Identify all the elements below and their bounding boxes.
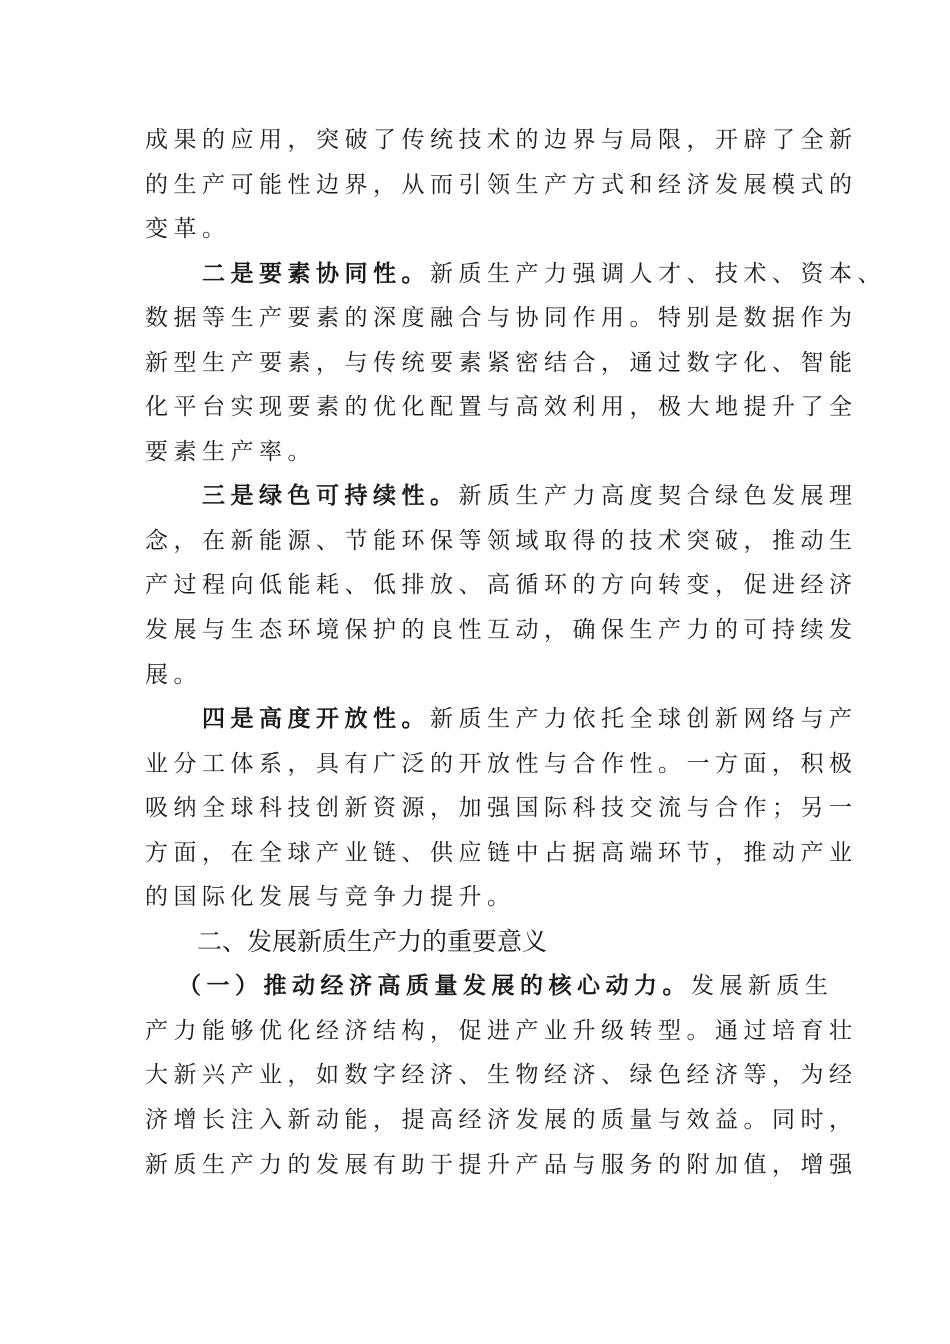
text-line: 济增长注入新动能，提高经济发展的质量与效益。同时， bbox=[145, 1107, 858, 1134]
text-line: 的国际化发展与竞争力提升。 bbox=[145, 884, 516, 911]
subpoint-lead: （一）推动经济高质量发展的核心动力。 bbox=[178, 972, 691, 1000]
text-line: 念，在新能源、节能环保等领域取得的技术突破，推动生 bbox=[145, 527, 858, 554]
point-text: 发展新质生 bbox=[691, 973, 834, 1000]
text-line: 化平台实现要素的优化配置与高效利用，极大地提升了全 bbox=[145, 394, 858, 421]
text-line: 产过程向低能耗、低排放、高循环的方向转变，促进经济 bbox=[145, 572, 858, 599]
text-line: 发展与生态环境保护的良性互动，确保生产力的可持续发 bbox=[145, 617, 858, 644]
text-line: 吸纳全球科技创新资源，加强国际科技交流与合作；另一 bbox=[145, 795, 858, 822]
section-heading: 二、发展新质生产力的重要意义 bbox=[197, 926, 548, 956]
point-text: 新质生产力强调人才、技术、资本、 bbox=[430, 260, 886, 287]
text-line: 业分工体系，具有广泛的开放性与合作性。一方面，积极 bbox=[145, 750, 858, 777]
text-line: 方面，在全球产业链、供应链中占据高端环节，推动产业 bbox=[145, 839, 858, 866]
paragraph-first-line bbox=[145, 964, 845, 1009]
text-line: 新型生产要素，与传统要素紧密结合，通过数字化、智能 bbox=[145, 349, 858, 376]
point-text: 新质生产力依托全球创新网络与产 bbox=[430, 706, 858, 733]
paragraph-first-line bbox=[145, 474, 858, 519]
point-lead: 三是绿色可持续性。 bbox=[202, 482, 459, 510]
point-lead: 二是要素协同性。 bbox=[202, 259, 430, 287]
text-line: 要素生产率。 bbox=[145, 438, 316, 465]
text-line: 的生产可能性边界，从而引领生产方式和经济发展模式的 bbox=[145, 171, 858, 198]
text-line: 产力能够优化经济结构，促进产业升级转型。通过培育壮 bbox=[145, 1017, 858, 1044]
text-line: 成果的应用，突破了传统技术的边界与局限，开辟了全新 bbox=[145, 127, 858, 153]
point-lead: 四是高度开放性。 bbox=[202, 705, 430, 733]
text-line: 数据等生产要素的深度融合与协同作用。特别是数据作为 bbox=[145, 305, 858, 332]
text-line: 新质生产力的发展有助于提升产品与服务的附加值，增强 bbox=[145, 1151, 858, 1178]
text-line: 展。 bbox=[145, 661, 202, 688]
paragraph-first-line bbox=[145, 252, 886, 297]
document-body bbox=[145, 118, 886, 1187]
paragraph-first-line bbox=[145, 697, 858, 742]
point-text: 新质生产力高度契合绿色发展理 bbox=[458, 483, 858, 510]
text-line: 变革。 bbox=[145, 216, 231, 243]
text-line: 大新兴产业，如数字经济、生物经济、绿色经济等，为经 bbox=[145, 1062, 858, 1089]
